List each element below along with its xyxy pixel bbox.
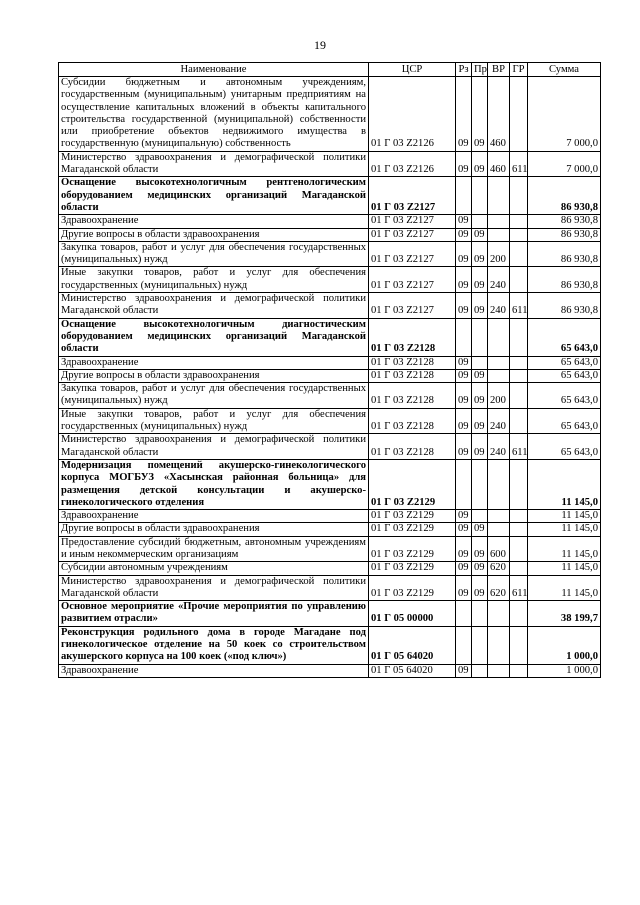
cell-name: Здравоохранение	[59, 215, 369, 228]
table-row	[59, 177, 601, 215]
table-row	[59, 626, 601, 664]
cell-vr: 620	[488, 562, 510, 575]
table-row	[59, 562, 601, 575]
cell-name: Субсидии автономным учреждениям	[59, 562, 369, 575]
cell-pr: 09	[472, 369, 488, 382]
cell-rz: 09	[456, 408, 472, 434]
cell-pr: 09	[472, 267, 488, 293]
cell-pr	[472, 510, 488, 523]
cell-pr: 09	[472, 523, 488, 536]
cell-sum: 86 930,8	[528, 228, 601, 241]
cell-csr: 01 Г 03 Z2129	[369, 510, 456, 523]
cell-rz: 09	[456, 151, 472, 177]
cell-vr: 460	[488, 151, 510, 177]
cell-rz: 09	[456, 228, 472, 241]
cell-pr	[472, 664, 488, 677]
cell-rz: 09	[456, 215, 472, 228]
cell-sum: 11 145,0	[528, 575, 601, 601]
cell-gr	[510, 408, 528, 434]
table-row	[59, 356, 601, 369]
cell-pr: 09	[472, 562, 488, 575]
cell-sum: 86 930,8	[528, 267, 601, 293]
cell-vr: 200	[488, 241, 510, 267]
header-csr: ЦСР	[369, 63, 456, 77]
cell-name: Закупка товаров, работ и услуг для обеспечения государственных (муниципальных) нужд	[59, 241, 369, 267]
cell-name: Основное мероприятие «Прочие мероприятия по управлению развитием отрасли»	[59, 601, 369, 627]
cell-name: Предоставление субсидий бюджетным, автономным учреждениям и иным некоммерческим организациям	[59, 536, 369, 562]
cell-name: Оснащение высокотехнологичным рентгенологическим оборудованием медицинских организаций Магаданской области	[59, 177, 369, 215]
cell-pr	[472, 626, 488, 664]
cell-sum: 65 643,0	[528, 383, 601, 409]
cell-name: Модернизация помещений акушерско-гинекологического корпуса МОГБУЗ «Хасынская районная больница» для размещения детской консультации и акушерско-гинекологического отделения	[59, 459, 369, 509]
cell-pr	[472, 459, 488, 509]
cell-gr	[510, 267, 528, 293]
cell-gr	[510, 215, 528, 228]
cell-gr	[510, 601, 528, 627]
header-gr: ГР	[510, 63, 528, 77]
table-header-row	[59, 63, 601, 77]
cell-pr: 09	[472, 77, 488, 152]
cell-pr	[472, 177, 488, 215]
table-row	[59, 523, 601, 536]
table-row	[59, 267, 601, 293]
cell-csr: 01 Г 03 Z2129	[369, 459, 456, 509]
cell-gr	[510, 536, 528, 562]
cell-csr: 01 Г 03 Z2127	[369, 215, 456, 228]
cell-csr: 01 Г 03 Z2127	[369, 241, 456, 267]
cell-pr: 09	[472, 408, 488, 434]
cell-sum: 65 643,0	[528, 408, 601, 434]
cell-sum: 11 145,0	[528, 562, 601, 575]
cell-sum: 11 145,0	[528, 536, 601, 562]
cell-gr	[510, 77, 528, 152]
table-row	[59, 241, 601, 267]
table-row	[59, 318, 601, 356]
header-rz: Рз	[456, 63, 472, 77]
cell-vr	[488, 177, 510, 215]
header-pr: Пр	[472, 63, 488, 77]
cell-rz: 09	[456, 267, 472, 293]
cell-sum: 86 930,8	[528, 241, 601, 267]
cell-csr: 01 Г 03 Z2128	[369, 383, 456, 409]
cell-csr: 01 Г 03 Z2126	[369, 77, 456, 152]
header-name: Наименование	[59, 63, 369, 77]
cell-name: Министерство здравоохранения и демографической политики Магаданской области	[59, 575, 369, 601]
cell-name: Оснащение высокотехнологичным диагностическим оборудованием медицинских организаций Магаданской области	[59, 318, 369, 356]
cell-vr	[488, 318, 510, 356]
cell-pr	[472, 215, 488, 228]
cell-gr	[510, 369, 528, 382]
table-row	[59, 293, 601, 319]
table-row	[59, 151, 601, 177]
table-row	[59, 228, 601, 241]
cell-vr	[488, 228, 510, 241]
cell-vr	[488, 510, 510, 523]
cell-csr: 01 Г 03 Z2128	[369, 318, 456, 356]
cell-pr: 09	[472, 575, 488, 601]
cell-rz	[456, 459, 472, 509]
cell-name: Здравоохранение	[59, 664, 369, 677]
cell-name: Здравоохранение	[59, 510, 369, 523]
cell-gr	[510, 383, 528, 409]
cell-pr: 09	[472, 241, 488, 267]
cell-gr	[510, 523, 528, 536]
cell-sum: 86 930,8	[528, 177, 601, 215]
table-row	[59, 215, 601, 228]
cell-vr: 240	[488, 408, 510, 434]
cell-rz: 09	[456, 510, 472, 523]
cell-name: Иные закупки товаров, работ и услуг для обеспечения государственных (муниципальных) нужд	[59, 408, 369, 434]
table-row	[59, 434, 601, 460]
cell-csr: 01 Г 03 Z2127	[369, 293, 456, 319]
table-body	[59, 77, 601, 678]
table-row	[59, 383, 601, 409]
cell-csr: 01 Г 05 64020	[369, 626, 456, 664]
cell-rz: 09	[456, 369, 472, 382]
cell-vr	[488, 664, 510, 677]
cell-gr	[510, 356, 528, 369]
cell-rz: 09	[456, 562, 472, 575]
cell-vr	[488, 369, 510, 382]
cell-sum: 65 643,0	[528, 318, 601, 356]
cell-gr: 611	[510, 151, 528, 177]
cell-vr	[488, 459, 510, 509]
cell-rz	[456, 626, 472, 664]
cell-csr: 01 Г 03 Z2129	[369, 523, 456, 536]
cell-sum: 11 145,0	[528, 459, 601, 509]
cell-vr: 460	[488, 77, 510, 152]
cell-sum: 65 643,0	[528, 434, 601, 460]
cell-gr	[510, 562, 528, 575]
cell-csr: 01 Г 03 Z2128	[369, 434, 456, 460]
table-row	[59, 459, 601, 509]
cell-csr: 01 Г 05 64020	[369, 664, 456, 677]
cell-pr	[472, 356, 488, 369]
cell-name: Министерство здравоохранения и демографической политики Магаданской области	[59, 293, 369, 319]
cell-rz	[456, 318, 472, 356]
cell-name: Министерство здравоохранения и демографической политики Магаданской области	[59, 434, 369, 460]
cell-name: Закупка товаров, работ и услуг для обеспечения государственных (муниципальных) нужд	[59, 383, 369, 409]
cell-vr: 240	[488, 267, 510, 293]
cell-gr: 611	[510, 293, 528, 319]
cell-vr	[488, 601, 510, 627]
cell-csr: 01 Г 03 Z2128	[369, 356, 456, 369]
cell-sum: 86 930,8	[528, 293, 601, 319]
cell-rz: 09	[456, 241, 472, 267]
cell-vr	[488, 523, 510, 536]
table-row	[59, 510, 601, 523]
cell-rz	[456, 601, 472, 627]
cell-vr: 200	[488, 383, 510, 409]
header-sum: Сумма	[528, 63, 601, 77]
cell-csr: 01 Г 03 Z2128	[369, 408, 456, 434]
cell-sum: 1 000,0	[528, 626, 601, 664]
cell-vr	[488, 356, 510, 369]
cell-pr: 09	[472, 151, 488, 177]
cell-sum: 1 000,0	[528, 664, 601, 677]
cell-pr: 09	[472, 383, 488, 409]
cell-gr: 611	[510, 575, 528, 601]
cell-vr	[488, 215, 510, 228]
cell-gr	[510, 626, 528, 664]
cell-rz: 09	[456, 356, 472, 369]
cell-gr	[510, 228, 528, 241]
cell-rz	[456, 177, 472, 215]
cell-sum: 86 930,8	[528, 215, 601, 228]
cell-name: Другие вопросы в области здравоохранения	[59, 369, 369, 382]
cell-sum: 65 643,0	[528, 369, 601, 382]
cell-vr	[488, 626, 510, 664]
cell-sum: 38 199,7	[528, 601, 601, 627]
table-row	[59, 77, 601, 152]
cell-csr: 01 Г 03 Z2127	[369, 177, 456, 215]
cell-gr	[510, 241, 528, 267]
cell-vr: 240	[488, 434, 510, 460]
table-row	[59, 575, 601, 601]
cell-rz: 09	[456, 536, 472, 562]
cell-sum: 11 145,0	[528, 510, 601, 523]
cell-name: Другие вопросы в области здравоохранения	[59, 523, 369, 536]
cell-gr	[510, 177, 528, 215]
cell-sum: 7 000,0	[528, 151, 601, 177]
cell-rz: 09	[456, 523, 472, 536]
cell-gr	[510, 510, 528, 523]
cell-sum: 11 145,0	[528, 523, 601, 536]
cell-name: Субсидии бюджетным и автономным учреждениям, государственным (муниципальным) унитарным предприятиям на осуществление капитальных вложений в объекты капитального строительства государственной (муниципальной) собственности или приобретение объектов недвижимого имущества в государственную (муниципальную) собственность	[59, 77, 369, 152]
cell-pr	[472, 318, 488, 356]
cell-gr: 611	[510, 434, 528, 460]
cell-rz: 09	[456, 77, 472, 152]
cell-pr	[472, 601, 488, 627]
cell-pr: 09	[472, 536, 488, 562]
cell-gr	[510, 318, 528, 356]
cell-pr: 09	[472, 434, 488, 460]
table-row	[59, 536, 601, 562]
cell-gr	[510, 459, 528, 509]
budget-table	[58, 62, 601, 678]
cell-name: Иные закупки товаров, работ и услуг для обеспечения государственных (муниципальных) нужд	[59, 267, 369, 293]
cell-pr: 09	[472, 228, 488, 241]
cell-csr: 01 Г 03 Z2127	[369, 267, 456, 293]
cell-csr: 01 Г 03 Z2129	[369, 575, 456, 601]
table-row	[59, 369, 601, 382]
cell-vr: 620	[488, 575, 510, 601]
cell-name: Здравоохранение	[59, 356, 369, 369]
cell-vr: 600	[488, 536, 510, 562]
cell-csr: 01 Г 03 Z2128	[369, 369, 456, 382]
cell-csr: 01 Г 03 Z2129	[369, 562, 456, 575]
cell-name: Реконструкция родильного дома в городе Магадане под гинекологическое отделение на 50 коек со строительством акушерского корпуса на 100 коек («под ключ»)	[59, 626, 369, 664]
cell-csr: 01 Г 03 Z2129	[369, 536, 456, 562]
table-row	[59, 408, 601, 434]
cell-sum: 65 643,0	[528, 356, 601, 369]
cell-vr: 240	[488, 293, 510, 319]
cell-csr: 01 Г 03 Z2127	[369, 228, 456, 241]
cell-rz: 09	[456, 575, 472, 601]
cell-name: Другие вопросы в области здравоохранения	[59, 228, 369, 241]
table-row	[59, 601, 601, 627]
cell-csr: 01 Г 05 00000	[369, 601, 456, 627]
page-number: 19	[314, 38, 326, 52]
table-row	[59, 664, 601, 677]
cell-rz: 09	[456, 293, 472, 319]
cell-rz: 09	[456, 383, 472, 409]
cell-gr	[510, 664, 528, 677]
header-vr: ВР	[488, 63, 510, 77]
cell-rz: 09	[456, 664, 472, 677]
cell-pr: 09	[472, 293, 488, 319]
cell-name: Министерство здравоохранения и демографической политики Магаданской области	[59, 151, 369, 177]
cell-rz: 09	[456, 434, 472, 460]
cell-sum: 7 000,0	[528, 77, 601, 152]
cell-csr: 01 Г 03 Z2126	[369, 151, 456, 177]
